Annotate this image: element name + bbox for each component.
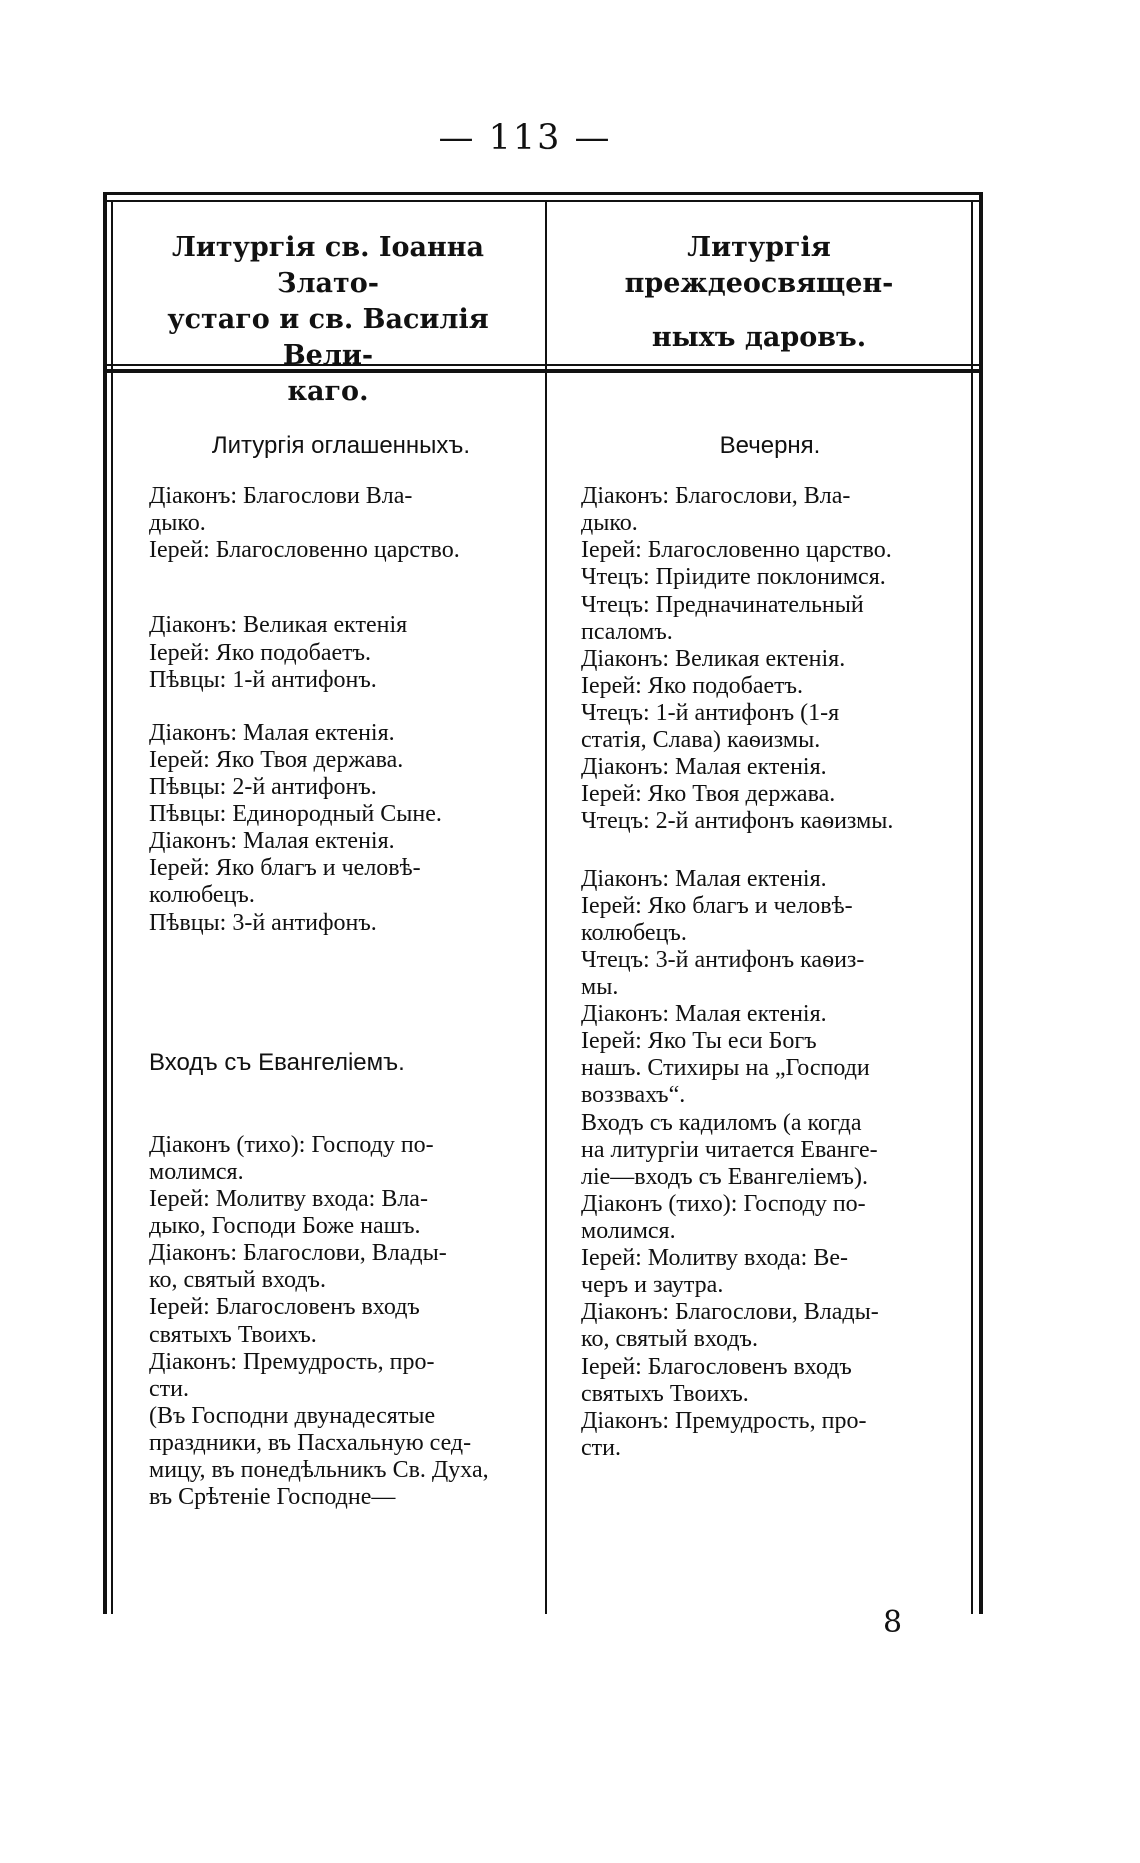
text-line: Іерей: Яко благъ и человѣ-: [581, 892, 853, 919]
left-group-3: [149, 720, 533, 937]
text-line: Діаконъ: Премудрость, про-: [149, 1348, 435, 1375]
text-line: сти.: [581, 1434, 621, 1461]
text-line: Діаконъ: Малая ектенія.: [581, 865, 827, 892]
text-line: дыко.: [149, 510, 206, 537]
text-line: Діаконъ (тихо): Господу по-: [581, 1190, 866, 1217]
text-line: черъ и заутра.: [581, 1272, 724, 1299]
text-line: Діаконъ: Благослови, Влады-: [581, 1299, 879, 1326]
left-border: [103, 192, 107, 1614]
text-line: мицу, въ понедѣльникъ Св. Духа,: [149, 1457, 489, 1484]
right-border: [979, 192, 983, 1614]
page-number: — 113 —: [438, 118, 612, 158]
left-border-inner: [111, 200, 113, 1614]
right-border-inner: [971, 200, 973, 1614]
text-line: (Въ Господни двунадесятые: [149, 1402, 436, 1429]
text-line: Входъ съ кадиломъ (а когда: [581, 1109, 862, 1136]
text-line: Іерей: Благословенно царство.: [149, 537, 460, 564]
text-line: Пѣвцы: Единородный Сыне.: [149, 801, 442, 828]
right-column-body: [581, 432, 959, 1462]
heading-line: Литургія св. Іоанна Злато-: [171, 232, 485, 299]
text-line: ко, святый входъ.: [149, 1267, 326, 1294]
sheet-signature-number: 8: [883, 1605, 903, 1640]
column-divider: [545, 200, 547, 1614]
text-line: колюбецъ.: [581, 919, 687, 946]
text-line: Чтецъ: 3-й антифонъ каѳиз-: [581, 946, 865, 973]
text-line: Пѣвцы: 2-й антифонъ.: [149, 773, 377, 800]
text-line: Діаконъ: Малая ектенія.: [149, 719, 395, 746]
heading-line: ныхъ даровъ.: [651, 321, 867, 353]
left-group-4: [149, 1132, 533, 1512]
text-line: молимся.: [581, 1217, 676, 1244]
text-line: ліе—входъ съ Евангеліемъ).: [581, 1163, 868, 1190]
section-title-entrance: Входъ съ Евангеліемъ.: [149, 1048, 405, 1076]
heading-line: Литургія преждеосвящен-: [624, 232, 894, 299]
right-column-heading: [557, 230, 961, 356]
text-line: сти.: [149, 1375, 189, 1402]
text-line: Іерей: Яко Твоя держава.: [581, 781, 836, 808]
text-line: въ Срѣтеніе Господне—: [149, 1484, 396, 1511]
heading-line: устаго и св. Василія Вели-: [167, 303, 489, 371]
text-line: Іерей: Яко подобаетъ.: [581, 672, 804, 699]
text-line: Діаконъ (тихо): Господу по-: [149, 1131, 434, 1158]
text-line: Іерей: Молитву входа: Ве-: [581, 1245, 848, 1272]
text-line: на литургіи читается Еванге-: [581, 1136, 878, 1163]
text-line: мы.: [581, 973, 619, 1000]
text-line: Іерей: Яко Ты еси Богъ: [581, 1028, 817, 1055]
text-line: Іерей: Молитву входа: Вла-: [149, 1185, 428, 1212]
text-line: Чтецъ: Пріидите поклонимся.: [581, 564, 886, 591]
text-line: Діаконъ: Премудрость, про-: [581, 1407, 867, 1434]
section-title: Литургія оглашенныхъ.: [211, 432, 471, 459]
section-title: Вечерня.: [719, 432, 821, 459]
text-line: Пѣвцы: 1-й антифонъ.: [149, 666, 377, 693]
text-line: Чтецъ: 2-й антифонъ каѳизмы.: [581, 808, 894, 835]
text-line: Діаконъ: Великая ектенія: [149, 612, 408, 639]
text-line: Діаконъ: Малая ектенія.: [581, 754, 827, 781]
text-line: Іерей: Благословенъ входъ: [581, 1353, 852, 1380]
text-line: святыхъ Твоихъ.: [149, 1321, 317, 1348]
text-line: Іерей: Яко подобаетъ.: [149, 639, 372, 666]
heading-line: каго.: [287, 375, 369, 407]
text-line: Діаконъ: Великая ектенія.: [581, 645, 846, 672]
text-line: Чтецъ: 1-й антифонъ (1-я: [581, 699, 840, 726]
text-line: колюбецъ.: [149, 882, 255, 909]
top-rule-inner: [103, 200, 983, 202]
text-line: Діаконъ: Благослови Вла-: [149, 483, 413, 510]
text-line: Діаконъ: Малая ектенія.: [149, 828, 395, 855]
left-column-body: [149, 432, 533, 1511]
text-line: ко, святый входъ.: [581, 1326, 758, 1353]
text-line: Пѣвцы: 3-й антифонъ.: [149, 909, 377, 936]
text-line: Чтецъ: Предначинательный: [581, 591, 864, 618]
right-group-1: [581, 483, 959, 835]
text-line: Діаконъ: Благослови, Влады-: [149, 1240, 447, 1267]
text-line: нашъ. Стихиры на „Господи: [581, 1055, 870, 1082]
left-group-2: [149, 612, 533, 693]
text-line: Діаконъ: Благослови, Вла-: [581, 483, 851, 510]
text-line: дыко, Господи Боже нашъ.: [149, 1213, 421, 1240]
text-line: святыхъ Твоихъ.: [581, 1380, 749, 1407]
text-line: праздники, въ Пасхальную сед-: [149, 1429, 472, 1456]
text-line: статія, Слава) каѳизмы.: [581, 727, 821, 754]
right-group-2: [581, 866, 959, 1462]
left-group-1: [149, 483, 533, 564]
text-line: воззвахъ“.: [581, 1082, 686, 1109]
text-line: молимся.: [149, 1158, 244, 1185]
text-line: Іерей: Благословенно царство.: [581, 537, 892, 564]
text-line: дыко.: [581, 510, 638, 537]
text-line: Іерей: Благословенъ входъ: [149, 1294, 420, 1321]
liturgy-comparison-table: [103, 192, 983, 1614]
left-column-heading: [121, 230, 535, 410]
text-line: псаломъ.: [581, 618, 673, 645]
top-rule: [103, 192, 983, 195]
text-line: Іерей: Яко благъ и человѣ-: [149, 855, 421, 882]
text-line: Іерей: Яко Твоя держава.: [149, 746, 404, 773]
text-line: Діаконъ: Малая ектенія.: [581, 1001, 827, 1028]
